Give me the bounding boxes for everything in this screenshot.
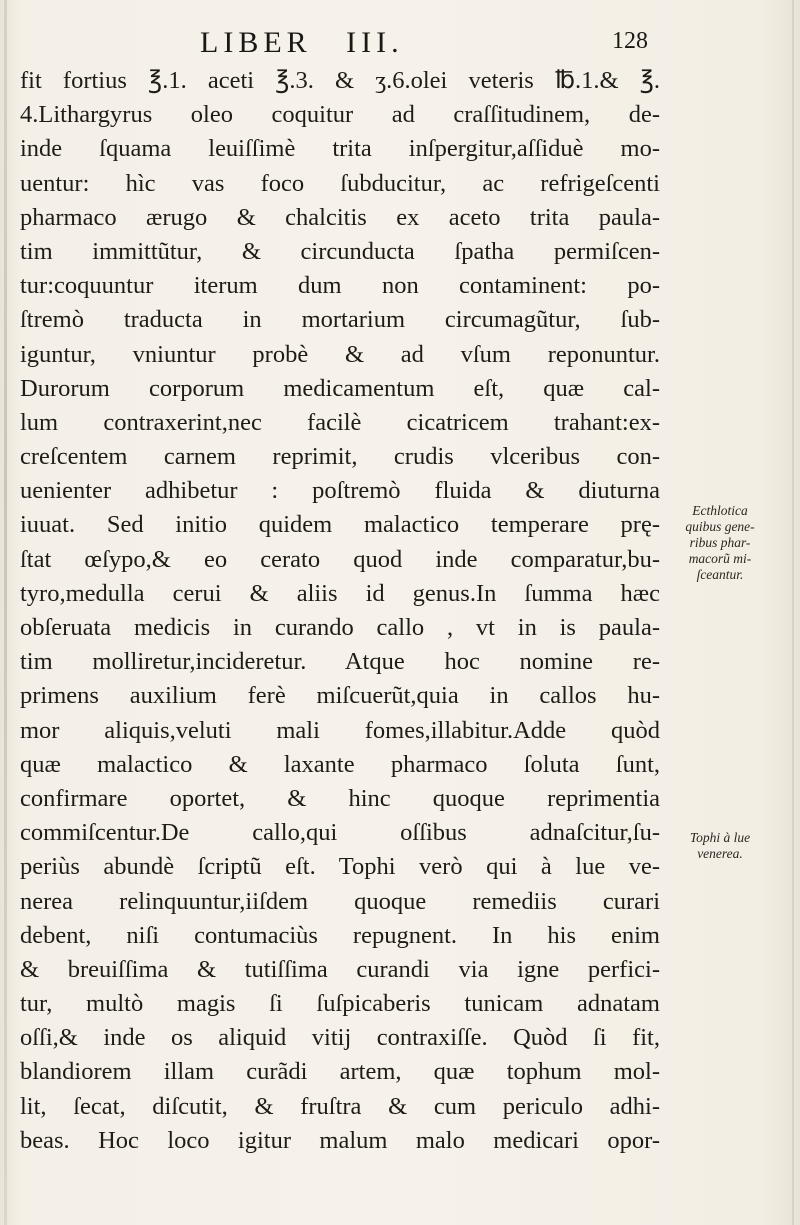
text-line: & breuiſſima & tutiſſima curandi via igne perfici- <box>20 955 660 983</box>
text-line: creſcentem carnem reprimit, crudis vlceribus con- <box>20 443 660 471</box>
text-line: uentur: hìc vas foco ſubducitur, ac refrigeſcenti <box>20 169 660 197</box>
text-line: tyro,medulla cerui & aliis id genus.In ſumma hæc <box>20 579 660 607</box>
text-line: lum contraxerint,nec facilè cicatricem trahant:ex- <box>20 408 660 436</box>
text-line: commiſcentur.De callo,qui oſſibus adnaſcitur,ſu- <box>20 819 660 847</box>
gutter-shadow <box>4 0 7 1225</box>
text-line: obſeruata medicis in curando callo , vt in is paula- <box>20 614 660 641</box>
margin-note-tophi <box>660 830 780 862</box>
text-line: pharmaco ærugo & chalcitis ex aceto trita paula- <box>20 203 660 231</box>
text-line: periùs abundè ſcriptũ eſt. Tophi verò qui à lue ve- <box>20 853 660 881</box>
text-line: lit, ſecat, diſcutit, & fruſtra & cum periculo adhi- <box>20 1092 660 1120</box>
text-line: uenienter adhibetur : poſtremò fluida & diuturna <box>20 477 660 505</box>
text-line: fit fortius ℥.1. aceti ℥.3. & ʒ.6.olei veteris ℔.1.& ℥. <box>20 67 660 94</box>
margin-note-line: venerea. <box>697 846 743 861</box>
text-line: ſtat œſypo,& eo cerato quod inde comparatur,bu- <box>20 545 660 573</box>
text-line: tur:coquuntur iterum dum non contaminent: po- <box>20 272 660 300</box>
text-line: iguntur, vniuntur probè & ad vſum reponuntur. <box>20 340 660 368</box>
page-header <box>0 22 800 62</box>
text-line: quæ malactico & laxante pharmaco ſoluta ſunt, <box>20 750 660 778</box>
text-line: ſtremò traducta in mortarium circumagũtur, ſub- <box>20 306 660 334</box>
text-line: tim molliretur,incideretur. Atque hoc nomine re- <box>20 648 660 676</box>
text-line: blandiorem illam curãdi artem, quæ tophum mol- <box>20 1058 660 1086</box>
page-number: 128 <box>612 28 648 54</box>
text-line: inde ſquama leuiſſimè trita inſpergitur,aſſiduè mo- <box>20 135 660 163</box>
margin-note-line: ribus phar- <box>689 535 751 550</box>
margin-note-line: Tophi à lue <box>689 830 751 845</box>
text-line: 4.Lithargyrus oleo coquitur ad craſſitudinem, de- <box>20 101 660 129</box>
text-line: Durorum corporum medicamentum eſt, quæ cal- <box>20 374 660 402</box>
text-line: confirmare oportet, & hinc quoque reprimentia <box>20 784 660 812</box>
text-line: nerea relinquuntur,iiſdem quoque remediis curari <box>20 887 660 915</box>
margin-note-line: quibus gene- <box>685 519 755 534</box>
text-line: iuuat. Sed initio quidem malactico temperare prę- <box>20 511 660 539</box>
text-line: mor aliquis,veluti mali fomes,illabitur.Adde quòd <box>20 716 660 744</box>
text-line: primens auxilium ferè miſcuerũt,quia in callos hu- <box>20 682 660 710</box>
body-text <box>20 64 660 1158</box>
page-edge <box>792 0 794 1225</box>
running-head: LIBER III. <box>200 26 404 59</box>
text-line: tim immittũtur, & circunducta ſpatha permiſcen- <box>20 237 660 265</box>
text-line: beas. Hoc loco igitur malum malo medicari opor- <box>20 1126 660 1154</box>
margin-note-line: Ecthlotica <box>692 503 748 518</box>
margin-note-line: ſceantur. <box>696 567 744 582</box>
text-line: tur, multò magis ſi ſuſpicaberis tunicam adnatam <box>20 990 660 1018</box>
margin-note-ecthlotica <box>660 503 780 583</box>
margin-note-line: macorũ mi- <box>688 551 752 566</box>
text-line: debent, niſi contumaciùs repugnent. In his enim <box>20 921 660 949</box>
text-line: oſſi,& inde os aliquid vitij contraxiſſe. Quòd ſi fit, <box>20 1024 660 1052</box>
